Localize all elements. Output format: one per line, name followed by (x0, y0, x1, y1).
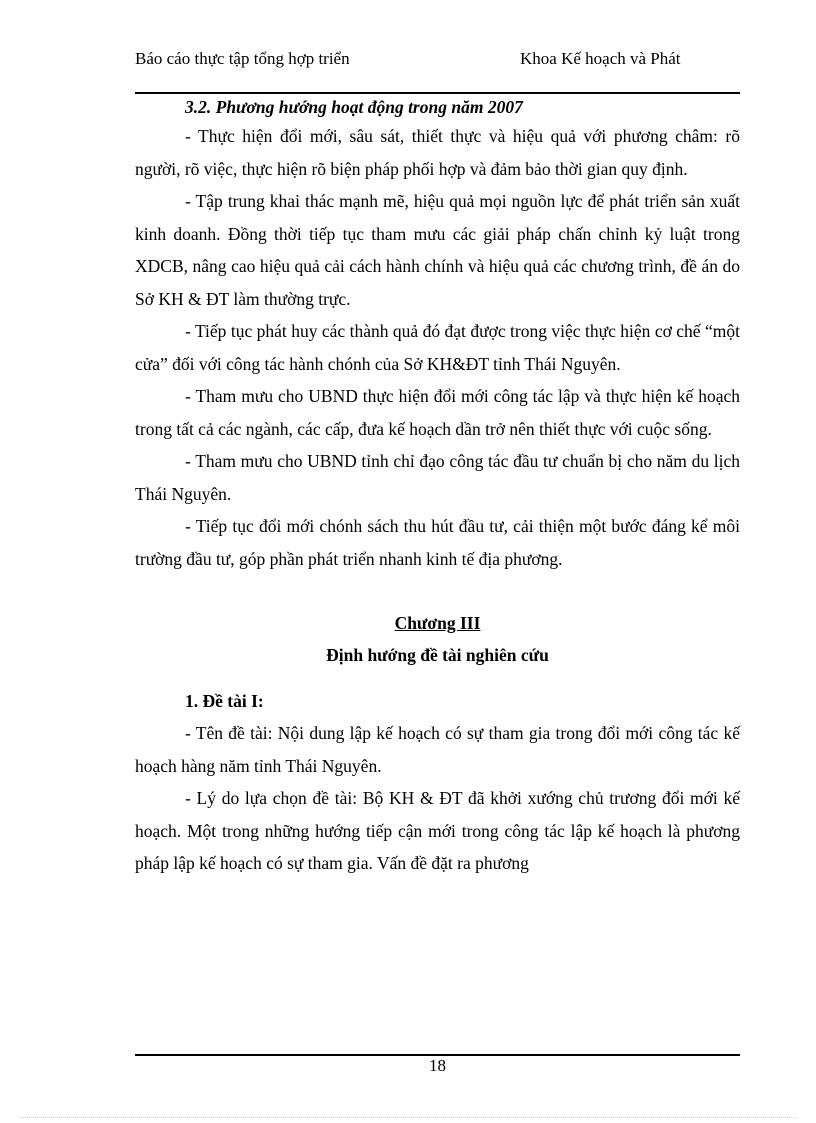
topic-paragraph: - Lý do lựa chọn đề tài: Bộ KH & ĐT đã khởi xướng chủ trương đổi mới kế hoạch. Một trong những hướng tiếp cận mới trong công tác lập kế hoạch là phương pháp lập kế hoạch có sự tham gia. Vấn đề đặt ra phương (135, 788, 740, 873)
header-left-title: Báo cáo thực tập tổng hợp triển (135, 49, 350, 68)
page-body (135, 94, 740, 880)
section-paragraph: - Tham mưu cho UBND tỉnh chỉ đạo công tác đầu tư chuẩn bị cho năm du lịch Thái Nguyên. (135, 451, 740, 504)
section-paragraph: - Tiếp tục đổi mới chónh sách thu hút đầu tư, cải thiện một bước đáng kể môi trường đầu tư, góp phần phát triển nhanh kinh tế địa phương. (135, 516, 740, 569)
section-paragraph: - Thực hiện đổi mới, sâu sát, thiết thực và hiệu quả với phương châm: rõ người, rõ việc, thực hiện rõ biện pháp phối hợp và đảm bảo thời gian quy định. (135, 126, 740, 179)
section-paragraph: - Tiếp tục phát huy các thành quả đó đạt được trong việc thực hiện cơ chế “một cửa” đối với công tác hành chónh của Sở KH&ĐT tỉnh Thái Nguyên. (135, 321, 740, 374)
section-paragraph: - Tập trung khai thác mạnh mẽ, hiệu quả mọi nguồn lực để phát triển sản xuất kinh doanh. Đồng thời tiếp tục tham mưu các giải pháp chấn chỉnh kỷ luật trong XDCB, nâng cao hiệu quả cải cách hành chính và hiệu quả các chương trình, đề án do Sở KH & ĐT làm thường trực. (135, 191, 740, 309)
section-heading: 3.2. Phương hướng hoạt động trong năm 2007 (185, 97, 523, 117)
chapter-title: Chương III (394, 613, 481, 633)
page-number: 18 (429, 1056, 446, 1075)
topic-heading: 1. Đề tài I: (185, 691, 264, 711)
chapter-spacer (135, 575, 740, 607)
header-right-title: Khoa Kế hoạch và Phát (520, 49, 681, 68)
chapter-subtitle: Định hướng đề tài nghiên cứu (326, 645, 549, 665)
section-paragraph: - Tham mưu cho UBND thực hiện đổi mới công tác lập và thực hiện kế hoạch trong tất cả các ngành, các cấp, đưa kế hoạch dần trở nên thiết thực với cuộc sống. (135, 386, 740, 439)
topic-paragraph: - Tên đề tài: Nội dung lập kế hoạch có sự tham gia trong đổi mới công tác kế hoạch hàng năm tỉnh Thái Nguyên. (135, 723, 740, 776)
page-edge-dots (20, 1117, 796, 1118)
